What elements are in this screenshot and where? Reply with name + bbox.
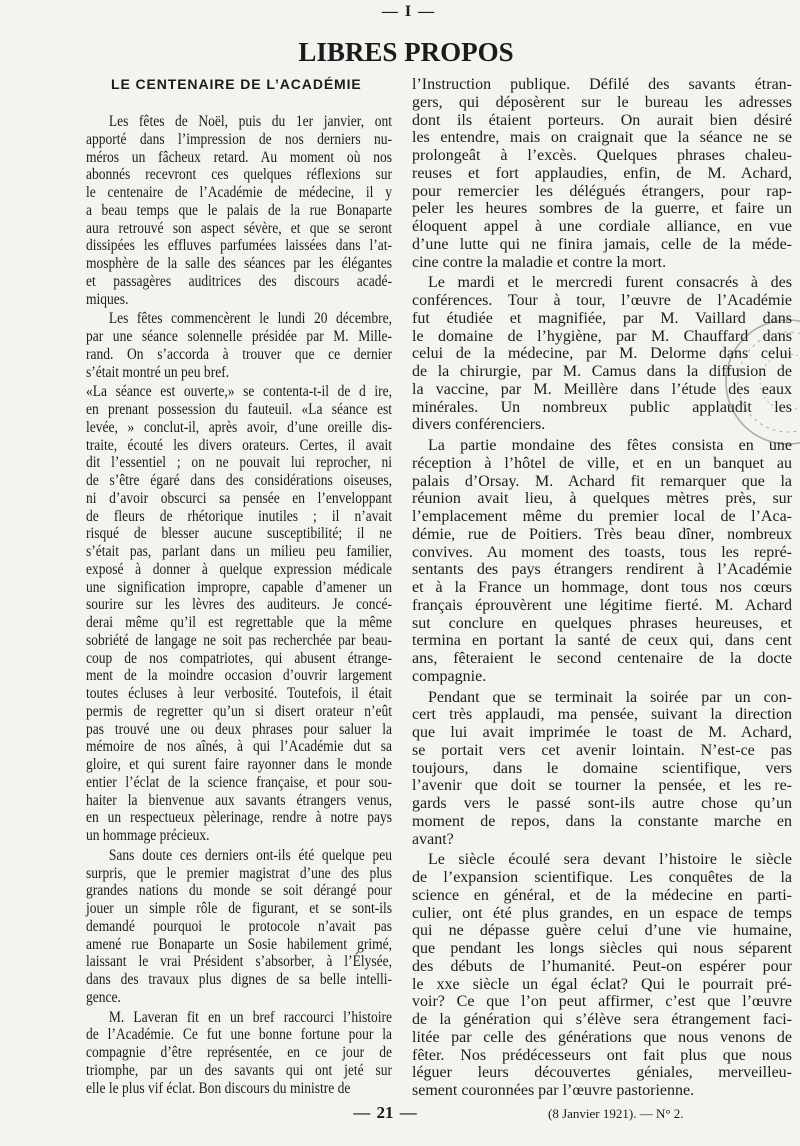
text-line-content: de la génération qui s’élève sera étrangement faci- xyxy=(412,1011,792,1028)
text-line-content: mémoire de nos aînés, à qui l’Académie dut sa xyxy=(86,738,392,756)
text-line xyxy=(412,1011,792,1029)
text-line-content: pour remercier les délégués étrangers, pour rap- xyxy=(412,182,792,200)
text-line-content: sut conclure en quelques phrases heureuses, et xyxy=(412,614,792,632)
text-line-content: laissant le vrai Président s’absorber, à l’Élysée, xyxy=(86,953,392,971)
text-line xyxy=(86,936,392,954)
text-line xyxy=(86,237,392,255)
text-line-content: réunion avait lieu, à quelques mètres près, sur xyxy=(412,490,792,508)
text-line xyxy=(412,597,792,615)
section-folio: — I — xyxy=(381,3,435,20)
text-line-content: des débuts de l’humanité. Peut-on espérer pour xyxy=(412,957,792,975)
text-line xyxy=(412,831,792,849)
text-line-content: compagnie d’être représentée, en ce jour de xyxy=(86,1044,392,1061)
paragraph xyxy=(86,383,392,845)
text-line-content: Pendant que se terminait la soirée par un con- xyxy=(428,688,792,706)
paragraph xyxy=(412,76,792,271)
text-line xyxy=(86,756,392,774)
text-line-content: risqué de blesser aucune susceptibilité; il ne xyxy=(86,525,392,543)
text-line xyxy=(86,202,392,220)
text-line-content: s’était montré un peu bref. xyxy=(86,363,230,381)
text-line-content: le domaine de l’hygiène, par M. Chauffard dans xyxy=(412,327,792,345)
text-line-content: que lui avait imprimée le toast de M. Achard, xyxy=(412,724,792,741)
text-line xyxy=(86,1080,392,1098)
text-line xyxy=(86,310,392,328)
text-line xyxy=(412,236,792,254)
text-line xyxy=(412,363,792,381)
text-line xyxy=(412,1029,792,1047)
text-line-content: une signification impropre, capable d’amener un xyxy=(86,578,392,596)
text-line xyxy=(412,724,792,742)
text-line-content: se portait vers cet avenir lointain. N’est-ce pas xyxy=(412,741,792,759)
text-line xyxy=(412,508,792,526)
text-line-content: s’était pas, parlant dans un milieu peu familier, xyxy=(86,543,392,560)
text-line-content: gers, qui déposèrent sur le bureau les adresses xyxy=(412,93,792,111)
page-title: LIBRES PROPOS xyxy=(298,37,514,67)
text-line xyxy=(412,490,792,508)
text-line xyxy=(86,525,392,543)
text-line xyxy=(412,147,792,165)
text-line-content: exposé à donner à quelque expression médicale xyxy=(86,560,392,578)
text-line xyxy=(86,1044,392,1062)
text-line-content: surpris, que le premier magistrat d’une des plus xyxy=(86,864,392,882)
text-line xyxy=(412,940,792,958)
text-line xyxy=(412,381,792,399)
text-line xyxy=(86,650,392,668)
text-line xyxy=(86,738,392,756)
text-line xyxy=(412,218,792,236)
text-line-content: démie, rue de Poitiers. Très beau dîner, nombreux xyxy=(412,525,792,543)
text-line-content: palais d’Orsay. M. Achard fit remarquer que la xyxy=(412,472,792,490)
text-line xyxy=(86,685,392,703)
text-line-content: et passagères auditrices des discours acadé- xyxy=(86,272,392,290)
text-line xyxy=(86,291,392,309)
text-line xyxy=(86,1009,392,1027)
text-line-content: abonnés recevront ces quelques réflexions sur xyxy=(86,166,392,184)
text-line-content: moment de repos, dans la constante marche en xyxy=(412,812,792,830)
text-line-content: gloire, et qui surent faire rayonner dans le monde xyxy=(86,756,392,773)
text-line xyxy=(412,200,792,218)
text-line-content: toutes écluses à leur verbosité. Toutefois, il était xyxy=(86,685,392,702)
text-line-content: gards vers le passé sont-ils autre chose qu’un xyxy=(412,795,792,812)
text-line xyxy=(412,905,792,923)
text-line-content: miques. xyxy=(86,290,129,308)
text-line xyxy=(412,689,792,707)
text-line xyxy=(86,989,392,1007)
text-line-content: grandes nations du monde se soit dérangé pour xyxy=(86,882,392,900)
text-line xyxy=(86,255,392,273)
text-line xyxy=(412,1082,792,1100)
text-line xyxy=(412,345,792,363)
text-line-content: levée, » conclut-il, après avoir, d’une oreille dis- xyxy=(86,418,392,436)
text-line xyxy=(86,184,392,202)
text-line-content: de la chirurgie, par M. Camus dans la diffusion de xyxy=(412,363,792,380)
text-line xyxy=(86,809,392,827)
text-line xyxy=(412,129,792,147)
text-line-content: français éprouvèrent une légitime fierté. M. Achard xyxy=(412,596,792,614)
text-line-content: de fleurs de rhétorique inutiles ; il n’avait xyxy=(86,507,392,525)
text-line xyxy=(412,706,792,724)
text-line xyxy=(86,472,392,490)
text-line xyxy=(86,149,392,167)
text-line xyxy=(412,795,792,813)
text-line-content: qui ne dépasse guère celui d’une vie humaine, xyxy=(412,922,792,940)
text-line xyxy=(412,650,792,668)
text-line xyxy=(412,112,792,130)
text-line xyxy=(86,971,392,989)
text-line-content: que pendant les longs siècles qui nous séparent xyxy=(412,940,792,957)
text-line-content: le xxe siècle un égal éclat? Qui le pourrait pré- xyxy=(412,975,792,993)
text-line xyxy=(86,792,392,810)
text-line xyxy=(86,437,392,455)
text-line xyxy=(86,918,392,936)
text-line xyxy=(412,274,792,292)
text-line-content: léguer leurs découvertes géniales, merveilleu- xyxy=(412,1064,792,1082)
text-line-content: méros un fâcheux retard. Au moment où nos xyxy=(86,148,392,166)
text-line-content: Les fêtes commencèrent le lundi 20 décembre, xyxy=(108,310,392,328)
text-line-content: sentants des pays étrangers rendirent à l’Académie xyxy=(412,561,792,579)
text-line-content: fêter. Nos prédécesseurs ont fait plus que nous xyxy=(412,1046,792,1064)
text-line xyxy=(412,851,792,869)
text-line-content: ment de la moindre occasion d’ouvrir largement xyxy=(86,667,392,685)
text-line-content: dont ils étaient porteurs. On aurait bien désiré xyxy=(412,111,792,129)
text-line xyxy=(86,346,392,364)
paragraph xyxy=(86,113,392,308)
text-line-content: a beau temps que le palais de la rue Bonaparte xyxy=(86,201,392,219)
text-line-content: sement couronnées par l’œuvre pastorienne. xyxy=(412,1082,695,1099)
text-line-content: jouer un simple rôle de figurant, et se sont-ils xyxy=(86,900,392,917)
text-line xyxy=(86,561,392,579)
text-line xyxy=(412,399,792,417)
paragraph xyxy=(412,274,792,434)
text-line-content: toujours, dans le domaine scientifique, vers xyxy=(412,759,792,777)
text-line-content: Le siècle écoulé sera devant l’histoire le siècle xyxy=(428,851,792,869)
text-line-content: convives. Au moment des toasts, tous les repré- xyxy=(412,543,792,561)
text-line xyxy=(412,94,792,112)
text-line xyxy=(412,437,792,455)
text-line-content: reuses et fort applaudies, enfin, de M. Achard, xyxy=(412,164,792,182)
text-line-content: et à la France un hommage, dont tous nos cœurs xyxy=(412,579,792,596)
text-line xyxy=(86,328,392,346)
text-line-content: gence. xyxy=(86,988,121,1006)
text-line xyxy=(412,183,792,201)
text-line-content: fut étudiée et magnifiée, par M. Vaillard dans xyxy=(412,309,792,327)
text-line-content: litée par celle des générations que nous venons de xyxy=(412,1028,792,1046)
text-line-content: en prenant possession du fauteuil. «La séance est xyxy=(86,401,392,418)
text-line xyxy=(86,543,392,561)
text-line xyxy=(412,561,792,579)
text-line xyxy=(412,544,792,562)
text-line xyxy=(412,922,792,940)
text-line xyxy=(412,958,792,976)
text-line xyxy=(86,1062,392,1080)
text-line xyxy=(86,220,392,238)
text-line xyxy=(86,273,392,291)
text-line xyxy=(412,742,792,760)
text-line-content: M. Laveran fit en un bref raccourci l’histoire xyxy=(108,1008,392,1026)
text-line xyxy=(86,401,392,419)
text-line-content: dissipées les effluves parfumées laissées dans l’at- xyxy=(86,237,392,255)
text-line xyxy=(86,454,392,472)
text-line-content: de l’Académie. Ce fut une bonne fortune pour la xyxy=(86,1026,392,1044)
text-line-content: termina en portant la santé de ceux qui, dans cent xyxy=(412,632,792,650)
text-line xyxy=(412,668,792,686)
text-line-content: traite, écouté les divers orateurs. Certes, il avait xyxy=(86,436,392,454)
text-line-content: avant? xyxy=(412,830,454,848)
text-line xyxy=(412,1047,792,1065)
text-line-content: dans des travaux plus dignes de sa belle intelli- xyxy=(86,971,392,988)
text-line xyxy=(412,632,792,650)
text-line-content: l’emplacement même du premier local de l’Aca- xyxy=(412,508,792,525)
text-line-content: demandé pourquoi le protocole n’avait pas xyxy=(86,917,392,935)
text-line-content: la vaccine, par M. Meillère dans l’étude des eaux xyxy=(412,380,792,398)
text-line-content: les entendre, mais on craignait que la séance ne se xyxy=(412,129,792,147)
text-line xyxy=(86,882,392,900)
text-line xyxy=(86,632,392,650)
text-line xyxy=(412,328,792,346)
text-line-content: coup de nos compatriotes, qui abusent étrange- xyxy=(86,649,392,667)
text-line xyxy=(86,490,392,508)
right-column xyxy=(412,76,792,1100)
text-line xyxy=(412,254,792,272)
text-line xyxy=(412,760,792,778)
text-line xyxy=(412,416,792,434)
text-line xyxy=(86,827,392,845)
text-line-content: conférences. Tour à tour, l’œuvre de l’Académie xyxy=(412,292,792,309)
text-line xyxy=(412,813,792,831)
text-line-content: elle le plus vif éclat. Bon discours du ministre de xyxy=(86,1079,351,1097)
text-line-content: l’Instruction publique. Défilé des savants étran- xyxy=(412,76,792,93)
paragraph xyxy=(86,310,392,381)
text-line xyxy=(86,1026,392,1044)
text-line-content: dit l’essentiel ; on ne pouvait lui reprocher, ni xyxy=(86,454,392,472)
text-line-content: triomphe, par un des savants qui ont jeté sur xyxy=(86,1061,392,1079)
text-line xyxy=(412,1064,792,1082)
text-line-content: permis de regretter qu’un si disert orateur n’eût xyxy=(86,702,392,720)
text-line xyxy=(86,131,392,149)
text-line xyxy=(412,76,792,94)
text-line xyxy=(86,953,392,971)
text-line-content: peler les heures sombres de la guerre, et faire un xyxy=(412,200,792,218)
text-line xyxy=(86,865,392,883)
text-line xyxy=(412,615,792,633)
text-line-content: rand. On s’accorda à trouver que ce dernier xyxy=(86,345,392,363)
text-line-content: de s’être égaré dans des considérations oiseuses, xyxy=(86,472,392,489)
text-line xyxy=(86,667,392,685)
text-line xyxy=(86,113,392,131)
paragraph xyxy=(86,1009,392,1098)
issue-info: (8 Janvier 1921). — N° 2. xyxy=(548,1106,684,1121)
paragraph xyxy=(86,847,392,1007)
text-line xyxy=(86,383,392,401)
text-line xyxy=(412,993,792,1011)
text-line-content: sourire sur les lèvres des auditeurs. Je concé- xyxy=(86,596,392,614)
text-line-content: d’une lutte qui ne finira jamais, celle de la méde- xyxy=(412,235,792,253)
text-line xyxy=(86,508,392,526)
text-line-content: cine contre la maladie et contre la mort. xyxy=(412,253,667,271)
text-line-content: un hommage précieux. xyxy=(86,827,210,844)
text-line-content: ans, fêteraient le second centenaire de la docte xyxy=(412,650,792,667)
text-line-content: Le mardi et le mercredi furent consacrés à des xyxy=(428,274,792,292)
text-line-content: entier l’éclat de la science française, et pour sou- xyxy=(86,773,392,791)
text-line xyxy=(86,166,392,184)
page-number: — 21 — xyxy=(353,1103,417,1122)
paragraph xyxy=(412,851,792,1100)
text-line xyxy=(86,596,392,614)
paragraph xyxy=(412,437,792,686)
text-line xyxy=(86,364,392,382)
text-line xyxy=(412,310,792,328)
left-column xyxy=(86,113,392,1097)
text-line xyxy=(412,869,792,887)
text-line-content: de l’expansion scientifique. Les conquêtes de la xyxy=(412,869,792,886)
text-line-content: Sans doute ces derniers ont-ils été quelque peu xyxy=(108,846,392,864)
text-line xyxy=(412,165,792,183)
text-line xyxy=(412,526,792,544)
text-line-content: en un respectueux pèlerinage, rendre à notre pays xyxy=(86,809,392,827)
text-line-content: éloquent appel à une cordiale alliance, en vue xyxy=(412,218,792,235)
text-line-content: ni d’avoir obscurci sa pensée en l’enveloppant xyxy=(86,489,392,507)
text-line xyxy=(412,777,792,795)
text-line-content: prolongeât à l’excès. Quelques phrases chaleu- xyxy=(412,147,792,164)
text-line-content: La partie mondaine des fêtes consista en une xyxy=(428,437,792,454)
text-line xyxy=(86,774,392,792)
text-line-content: Les fêtes de Noël, puis du 1er janvier, ont xyxy=(108,113,392,130)
text-line-content: l’avenir que doit se tourner la pensée, et les re- xyxy=(412,777,792,795)
text-line xyxy=(412,976,792,994)
text-line-content: compagnie. xyxy=(412,667,487,685)
text-line-content: divers conférenciers. xyxy=(412,416,546,434)
text-line-content: cert très applaudi, ma pensée, suivant la direction xyxy=(412,706,792,724)
article-heading: LE CENTENAIRE DE L’ACADÉMIE xyxy=(111,76,362,92)
text-line xyxy=(86,579,392,597)
text-line-content: voir? Ce que l’on peut affirmer, c’est que l’œuvre xyxy=(412,993,792,1011)
text-line-content: aura retrouvé son aspect sévère, et que se seront xyxy=(86,219,392,237)
text-line-content: haiter la bienvenue aux savants étrangers venus, xyxy=(86,791,392,809)
text-line-content: apporté dans l’impression de nos derniers nu- xyxy=(86,130,392,148)
text-line xyxy=(412,887,792,905)
text-line xyxy=(86,900,392,918)
text-line-content: culier, ont été plus grandes, en un espace de temps xyxy=(412,904,792,922)
text-line-content: derai même qu’il est regrettable que la même xyxy=(86,614,392,631)
text-line-content: par une séance solennelle présidée par M. Mille- xyxy=(86,328,392,345)
text-line-content: réception à l’hôtel de ville, et en un banquet au xyxy=(412,454,792,472)
text-line xyxy=(86,721,392,739)
text-line xyxy=(412,473,792,491)
text-line-content: «La séance est ouverte,» se contenta-t-il de d ire, xyxy=(86,383,392,401)
text-line xyxy=(86,703,392,721)
text-line-content: sobriété de langage ne soit pas recherchée par beau- xyxy=(86,631,392,649)
text-line xyxy=(86,614,392,632)
text-line-content: minérales. Un nombreux public applaudit les xyxy=(412,398,792,416)
text-line xyxy=(412,579,792,597)
text-line-content: pas trouvé une ou deux phrases pour saluer la xyxy=(86,720,392,738)
text-line-content: mosphère de la salle des séances par les élégantes xyxy=(86,255,392,272)
text-line xyxy=(412,455,792,473)
text-line-content: amené rue Bonaparte un Sosie habilement grimé, xyxy=(86,935,392,953)
text-line-content: celui de la médecine, par M. Delorme dans celui xyxy=(412,345,792,363)
text-line xyxy=(86,847,392,865)
text-line xyxy=(86,419,392,437)
paragraph xyxy=(412,689,792,849)
text-line-content: science en général, et de la médecine en parti- xyxy=(412,886,792,904)
text-line-content: le centenaire de l’Académie de médecine, il y xyxy=(86,184,392,201)
text-line xyxy=(412,292,792,310)
